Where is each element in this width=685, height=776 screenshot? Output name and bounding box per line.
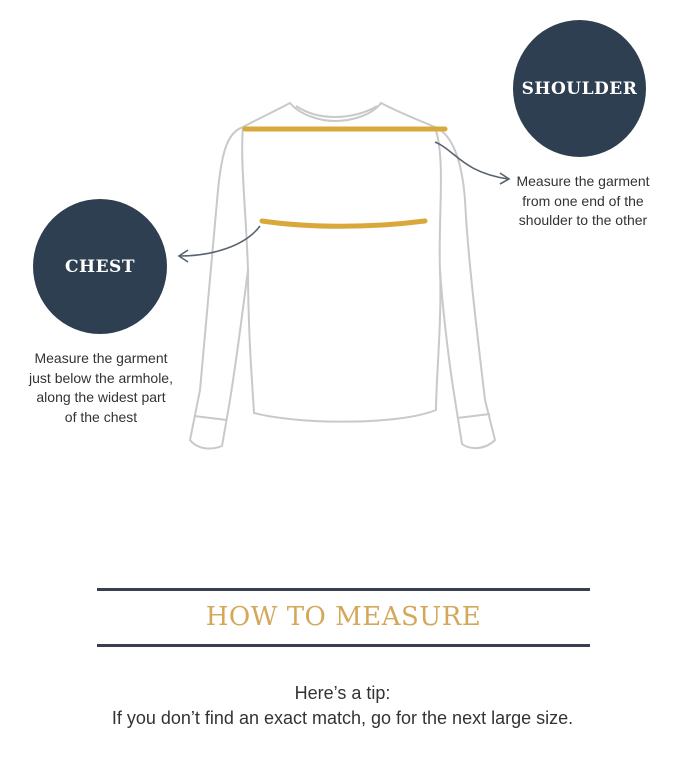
chest-note-line: Measure the garment [34,350,168,366]
sweater-left-sleeve [190,127,248,448]
chest-note-line: just below the armhole, [29,369,173,386]
sweater-body-outline [242,103,441,422]
heading-rule-top [97,588,590,591]
chest-note-line: along the widest part [36,389,166,405]
shoulder-note-line: from one end of the [522,192,644,209]
right-cuff-line [457,414,490,418]
sweater-right-sleeve [435,127,495,448]
shoulder-note-line: shoulder to the other [518,212,648,228]
chest-note-line: of the chest [64,408,138,425]
tip-text: If you don’t find an exact match, go for the next large size. [111,708,574,728]
left-cuff-line [194,416,227,420]
chest-badge-label: CHEST [65,256,135,277]
shoulder-note-line: Measure the garment [516,173,650,189]
tip-title: Here’s a tip: [294,683,391,703]
heading-rule-bottom [97,644,590,647]
section-heading: HOW TO MEASURE [205,602,482,632]
chest-badge [33,199,167,334]
shoulder-badge [513,20,646,157]
shoulder-note [498,172,668,231]
chest-measure-line [262,221,425,226]
shoulder-badge-label: SHOULDER [521,78,638,99]
chest-note [6,349,196,427]
